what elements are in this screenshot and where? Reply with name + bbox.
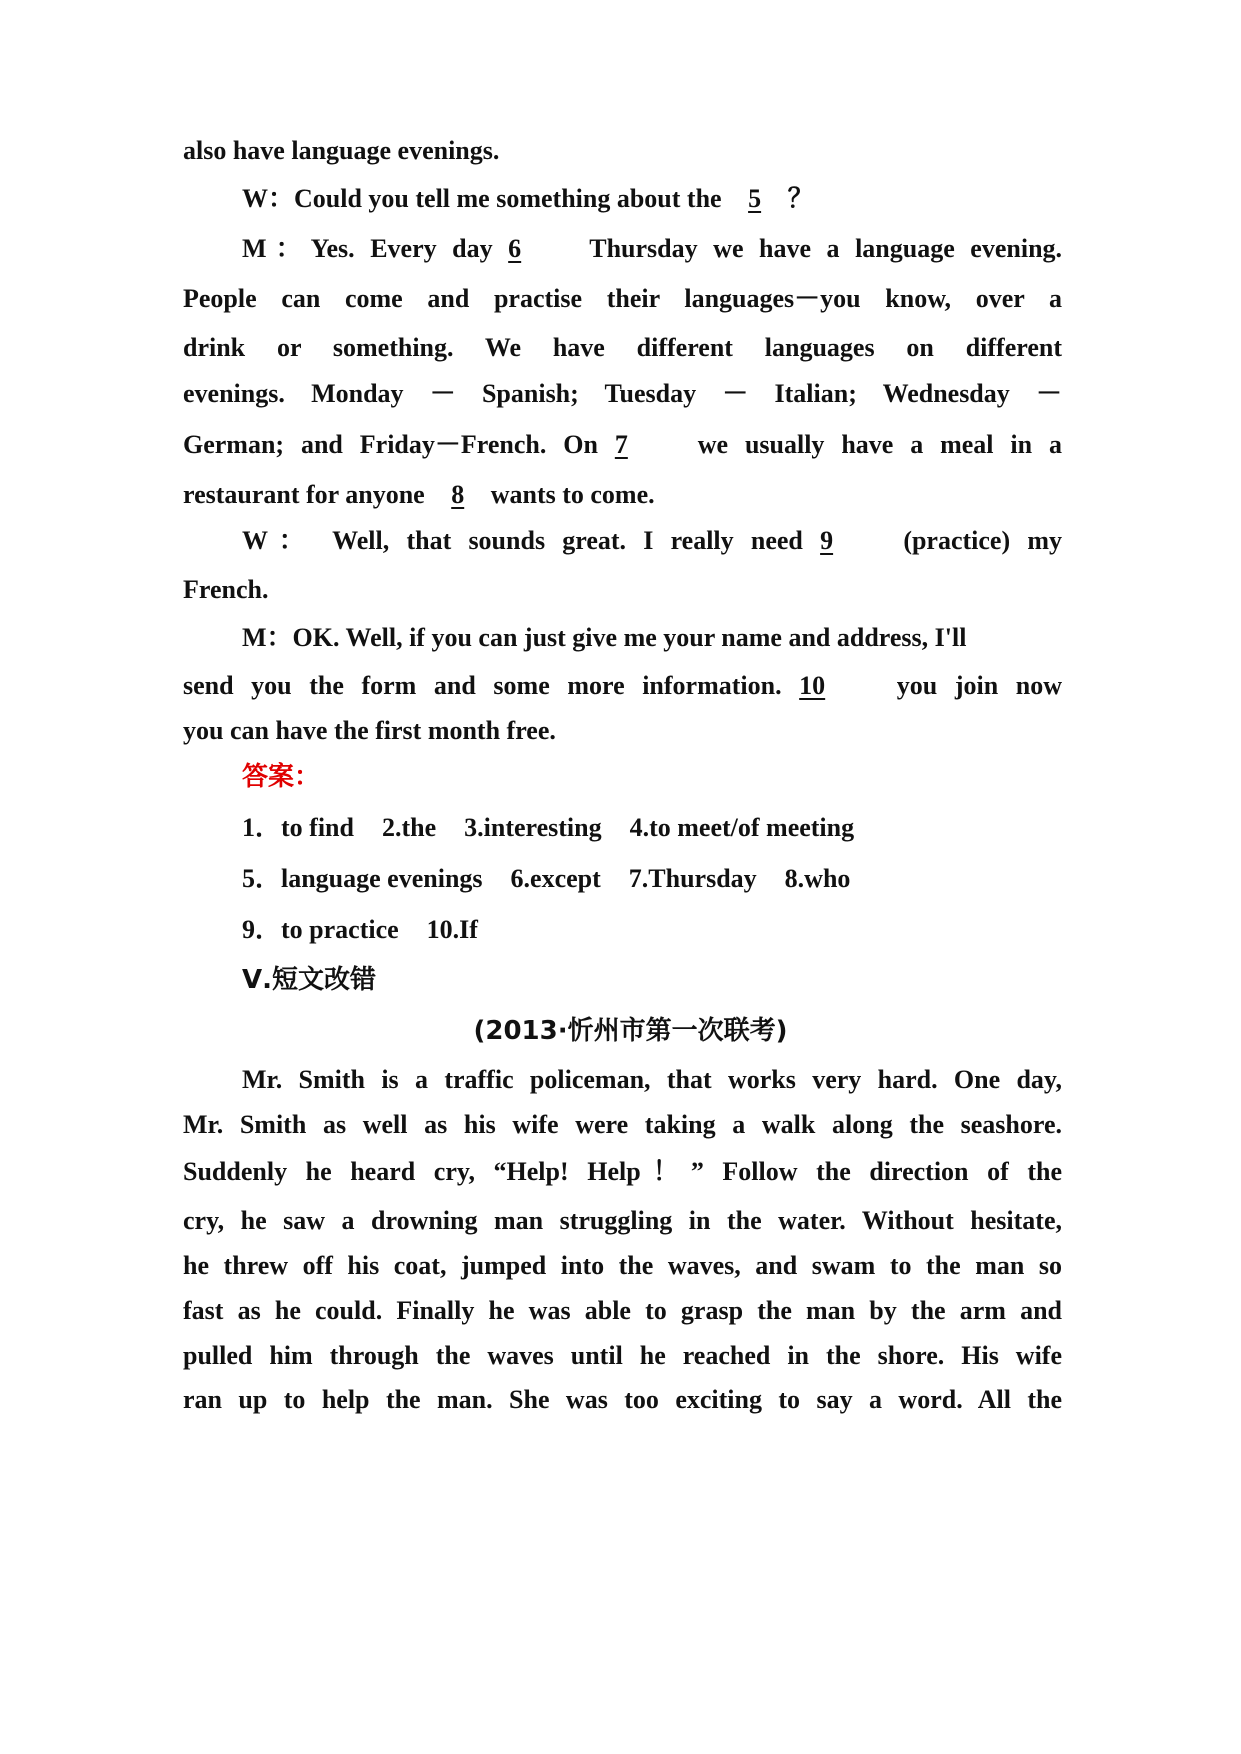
- passage-line: ran up to help the man. She was too exciting to say a word. All the: [183, 1385, 1062, 1414]
- dialogue-line: [183, 669, 1062, 703]
- dialogue-line: also have language evenings.: [183, 136, 500, 165]
- section-heading: Ⅴ.短文改错: [242, 965, 376, 995]
- dialogue-text: restaurant for anyone: [183, 480, 425, 509]
- answer-item: 4.to meet/of meeting: [629, 813, 855, 842]
- dialogue-line: French.: [183, 575, 269, 604]
- blank-6: 6: [508, 234, 522, 263]
- dialogue-text: M：Yes. Every day: [242, 234, 493, 263]
- dialogue-text: W： Well, that sounds great. I really need: [242, 526, 803, 555]
- dialogue-text: W：Could you tell me something about the: [242, 184, 722, 213]
- answer-item: 9．to practice: [242, 915, 399, 944]
- dialogue-line: [242, 182, 1062, 216]
- blank-5: 5: [748, 184, 762, 213]
- passage-line: fast as he could. Finally he was able to grasp the man by the arm and: [183, 1296, 1062, 1325]
- answer-row-3: [242, 913, 1062, 947]
- dialogue-line: [242, 524, 1062, 558]
- blank-10: 10: [799, 671, 826, 700]
- dialogue-text: send you the form and some more information.: [183, 671, 782, 700]
- answer-label: 答案：: [242, 762, 321, 792]
- passage-line: Suddenly he heard cry, “Help! Help！” Follow the direction of the: [183, 1157, 1062, 1186]
- dialogue-text: Thursday we have a language evening.: [589, 234, 1063, 263]
- dialogue-line: drink or something. We have different languages on different: [183, 333, 1062, 362]
- answer-item: 8.who: [784, 864, 851, 893]
- dialogue-line: [183, 478, 1062, 512]
- answer-row-2: [242, 862, 1062, 896]
- dialogue-text: ？: [787, 184, 814, 213]
- answer-item: 1．to find: [242, 813, 354, 842]
- blank-8: 8: [451, 480, 465, 509]
- answer-item: 3.interesting: [464, 813, 602, 842]
- dialogue-line: [242, 232, 1062, 266]
- answer-row-1: [242, 811, 1062, 845]
- dialogue-line: evenings. Monday － Spanish; Tuesday － Italian; Wednesday －: [183, 379, 1062, 408]
- passage-line: cry, he saw a drowning man struggling in the water. Without hesitate,: [183, 1206, 1062, 1235]
- dialogue-line: M：OK. Well, if you can just give me your name and address, I'll: [242, 623, 967, 652]
- dialogue-text: wants to come.: [490, 480, 655, 509]
- answer-item: 5．language evenings: [242, 864, 483, 893]
- answer-item: 10.If: [426, 915, 478, 944]
- dialogue-text: you join now: [896, 671, 1062, 700]
- passage-line: Mr. Smith as well as his wife were taking a walk along the seashore.: [183, 1110, 1062, 1139]
- blank-9: 9: [820, 526, 834, 555]
- passage-line: Mr. Smith is a traffic policeman, that works very hard. One day,: [242, 1065, 1062, 1094]
- dialogue-line: People can come and practise their languages－you know, over a: [183, 284, 1062, 313]
- dialogue-text: we usually have a meal in a: [697, 430, 1063, 459]
- passage-line: pulled him through the waves until he reached in the shore. His wife: [183, 1341, 1062, 1370]
- dialogue-line: [183, 428, 1062, 462]
- section-source: (2013·忻州市第一次联考): [473, 1016, 788, 1046]
- answer-item: 2.the: [381, 813, 437, 842]
- dialogue-text: (practice) my: [903, 526, 1063, 555]
- dialogue-text: German; and Friday－French. On: [183, 430, 598, 459]
- dialogue-line: you can have the first month free.: [183, 716, 556, 745]
- passage-line: he threw off his coat, jumped into the waves, and swam to the man so: [183, 1251, 1062, 1280]
- answer-item: 7.Thursday: [628, 864, 757, 893]
- answer-item: 6.except: [510, 864, 601, 893]
- blank-7: 7: [614, 430, 628, 459]
